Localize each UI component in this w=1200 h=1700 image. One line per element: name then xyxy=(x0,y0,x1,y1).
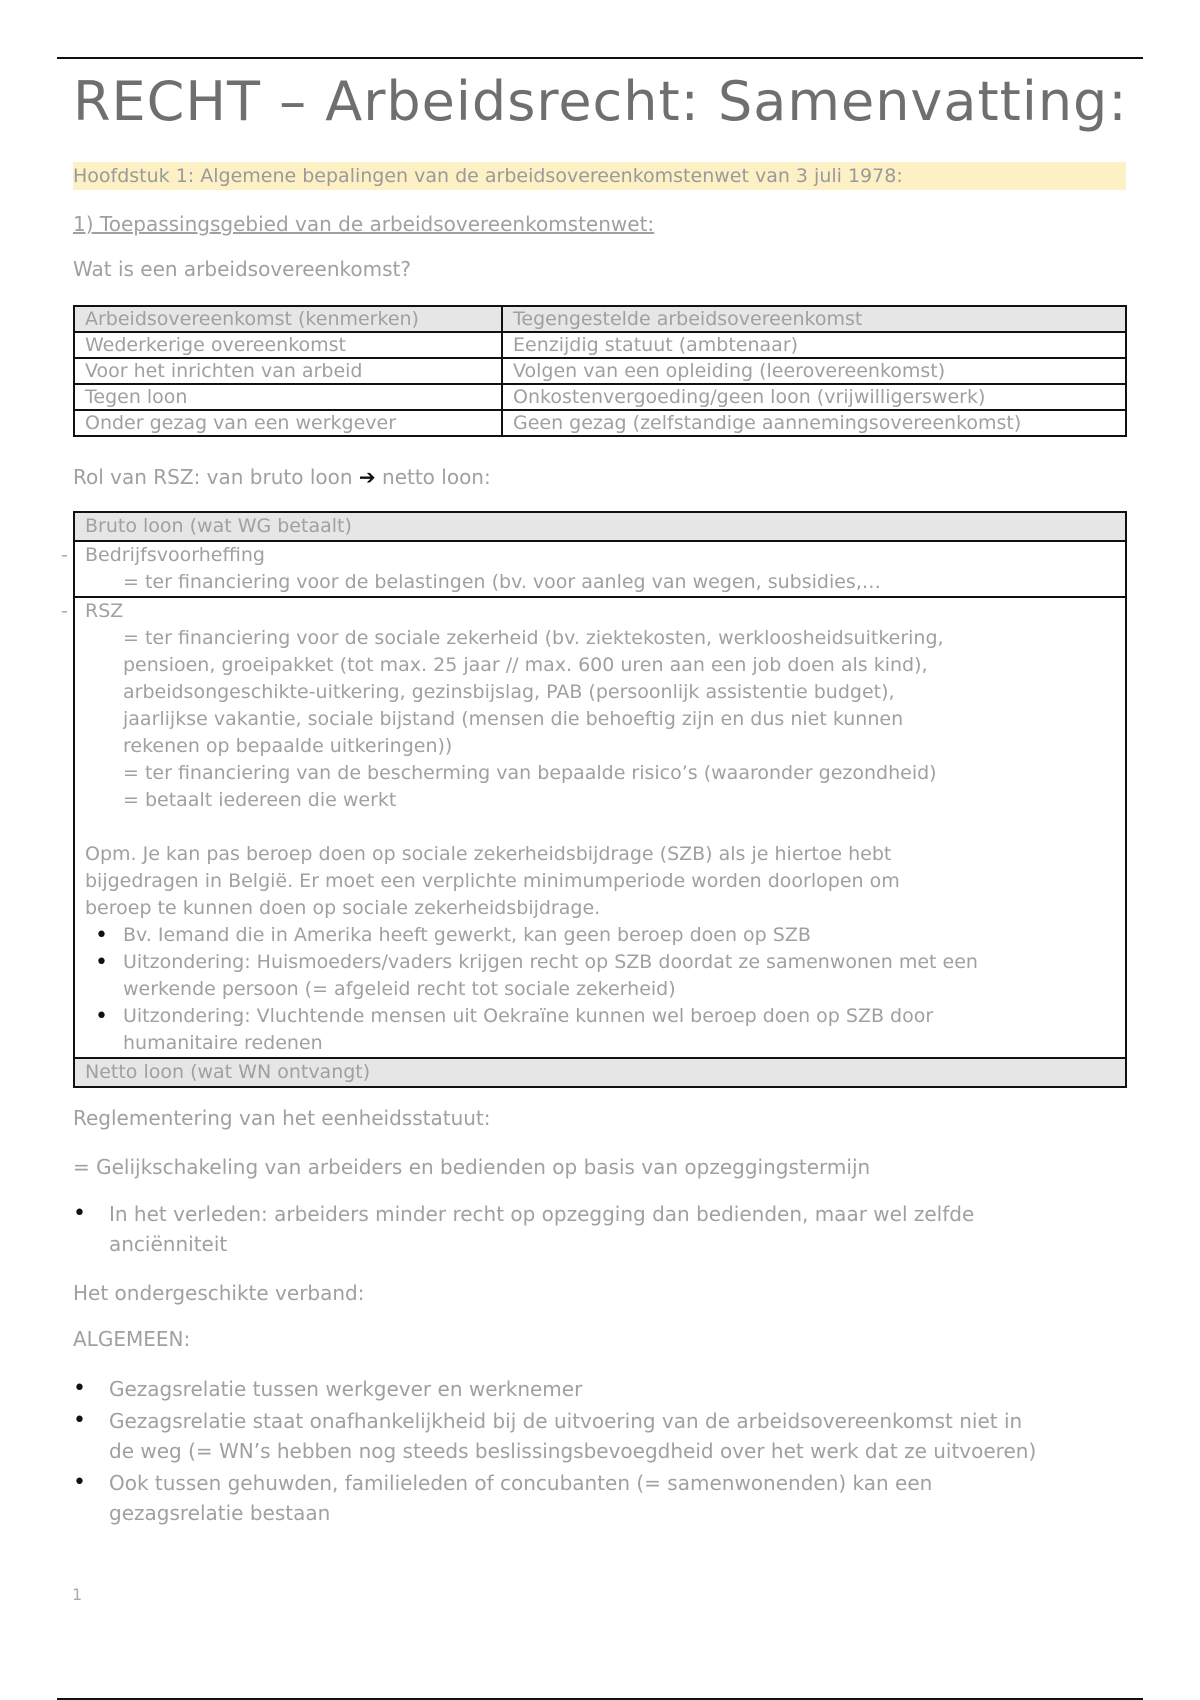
bedrijfsvoorheffing-text: = ter financiering voor de belastingen (bv. voor aanleg van wegen, subsidies,… xyxy=(123,571,881,593)
table-row xyxy=(74,332,1126,358)
rsz-line: = ter financiering van de bescherming van bepaalde risico’s (waaronder gezondheid) xyxy=(123,762,937,784)
rsz-line: rekenen op bepaalde uitkeringen)) xyxy=(123,735,453,757)
list-item xyxy=(85,949,1115,1003)
rsz-line: = ter financiering voor de sociale zekerheid (bv. ziektekosten, werkloosheidsuitkering, xyxy=(123,627,944,649)
verband-subheading: ALGEMEEN: xyxy=(73,1327,191,1351)
characteristics-table xyxy=(73,305,1127,437)
verband-bullet-list xyxy=(73,1374,1133,1530)
wage-breakdown-box xyxy=(61,511,1127,1088)
table-cell: Onkostenvergoeding/geen loon (vrijwilligerswerk) xyxy=(502,384,1126,410)
bedrijfsvoorheffing-title: Bedrijfsvoorheffing xyxy=(85,544,265,566)
rsz-line: jaarlijkse vakantie, sociale bijstand (mensen die behoeftig zijn en dus niet kunnen xyxy=(123,708,904,730)
eenheid-heading: Reglementering van het eenheidsstatuut: xyxy=(73,1106,491,1130)
rsz-intro xyxy=(73,464,491,491)
list-item xyxy=(73,1468,1133,1528)
list-item-line: gezagsrelatie bestaan xyxy=(109,1501,331,1525)
list-item-line: anciënniteit xyxy=(109,1232,228,1256)
dash-marker: - xyxy=(61,544,68,566)
table-cell: Onder gezag van een werkgever xyxy=(74,410,502,436)
top-rule xyxy=(57,57,1143,59)
rsz-title: RSZ xyxy=(85,600,124,622)
list-item-line: • Gezagsrelatie tussen werkgever en werknemer xyxy=(109,1377,583,1401)
rsz-intro-after: netto loon: xyxy=(382,465,491,489)
list-item-line: • Ook tussen gehuwden, familieleden of concubanten (= samenwonenden) kan een xyxy=(109,1471,933,1495)
arrow-right-icon: ➔ xyxy=(358,465,376,489)
list-item-line: • In het verleden: arbeiders minder recht op opzegging dan bedienden, maar wel zelfde xyxy=(109,1202,975,1226)
list-item xyxy=(73,1374,1133,1404)
rsz-line: = betaalt iedereen die werkt xyxy=(123,789,397,811)
list-item-line: werkende persoon (= afgeleid recht tot sociale zekerheid) xyxy=(123,978,676,1000)
list-item-line: • Uitzondering: Huismoeders/vaders krijgen recht op SZB doordat ze samenwonen met een xyxy=(123,951,978,973)
eenheid-definition: = Gelijkschakeling van arbeiders en bedienden op basis van opzeggingstermijn xyxy=(73,1155,871,1179)
chapter-heading: Hoofdstuk 1: Algemene bepalingen van de arbeidsovereenkomstenwet van 3 juli 1978: xyxy=(73,162,1126,190)
netto-loon-row: Netto loon (wat WN ontvangt) xyxy=(75,1059,1125,1086)
verband-heading: Het ondergeschikte verband: xyxy=(73,1281,365,1305)
list-item xyxy=(73,1406,1133,1466)
table-cell: Eenzijdig statuut (ambtenaar) xyxy=(502,332,1126,358)
table-cell: Geen gezag (zelfstandige aannemingsovereenkomst) xyxy=(502,410,1126,436)
table-cell: Volgen van een opleiding (leerovereenkomst) xyxy=(502,358,1126,384)
opm-line: bijgedragen in België. Er moet een verplichte minimumperiode worden doorlopen om xyxy=(85,870,900,892)
list-item-line: humanitaire redenen xyxy=(123,1032,323,1054)
rsz-line: arbeidsongeschikte-uitkering, gezinsbijslag, PAB (persoonlijk assistentie budget), xyxy=(123,681,895,703)
table-row xyxy=(74,410,1126,436)
page-number: 1 xyxy=(72,1585,83,1604)
rsz-intro-before: Rol van RSZ: van bruto loon xyxy=(73,465,353,489)
list-item xyxy=(73,1199,1133,1259)
bruto-loon-row: Bruto loon (wat WG betaalt) xyxy=(75,513,1125,542)
list-item-line: • Bv. Iemand die in Amerika heeft gewerkt, kan geen beroep doen op SZB xyxy=(123,924,811,946)
list-item xyxy=(85,1003,1115,1057)
list-item-line: • Gezagsrelatie staat onafhankelijkheid bij de uitvoering van de arbeidsovereenkomst niet in xyxy=(109,1409,1023,1433)
table-header-cell: Tegengestelde arbeidsovereenkomst xyxy=(502,306,1126,332)
page-title: RECHT – Arbeidsrecht: Samenvatting: xyxy=(73,70,1128,133)
section-heading: 1) Toepassingsgebied van de arbeidsovereenkomstenwet: xyxy=(73,212,655,236)
question-text: Wat is een arbeidsovereenkomst? xyxy=(73,257,411,281)
table-header-cell: Arbeidsovereenkomst (kenmerken) xyxy=(74,306,502,332)
opm-line: Opm. Je kan pas beroep doen op sociale zekerheidsbijdrage (SZB) als je hiertoe hebt xyxy=(85,843,892,865)
opm-line: beroep te kunnen doen op sociale zekerheidsbijdrage. xyxy=(85,897,601,919)
rsz-line: pensioen, groeipakket (tot max. 25 jaar // max. 600 uren aan een job doen als kind), xyxy=(123,654,928,676)
table-header-row xyxy=(74,306,1126,332)
table-cell: Voor het inrichten van arbeid xyxy=(74,358,502,384)
bedrijfsvoorheffing-row xyxy=(61,542,1125,598)
szb-bullet-list xyxy=(85,922,1115,1057)
list-item-line: • Uitzondering: Vluchtende mensen uit Oekraïne kunnen wel beroep doen op SZB door xyxy=(123,1005,934,1027)
table-row xyxy=(74,384,1126,410)
table-cell: Wederkerige overeenkomst xyxy=(74,332,502,358)
rsz-row xyxy=(61,598,1125,1059)
list-item-line: de weg (= WN’s hebben nog steeds beslissingsbevoegdheid over het werk dat ze uitvoeren) xyxy=(109,1439,1037,1463)
eenheid-bullet-list xyxy=(73,1199,1133,1261)
table-row xyxy=(74,358,1126,384)
table-cell: Tegen loon xyxy=(74,384,502,410)
list-item xyxy=(85,922,1115,949)
dash-marker: - xyxy=(61,600,68,622)
